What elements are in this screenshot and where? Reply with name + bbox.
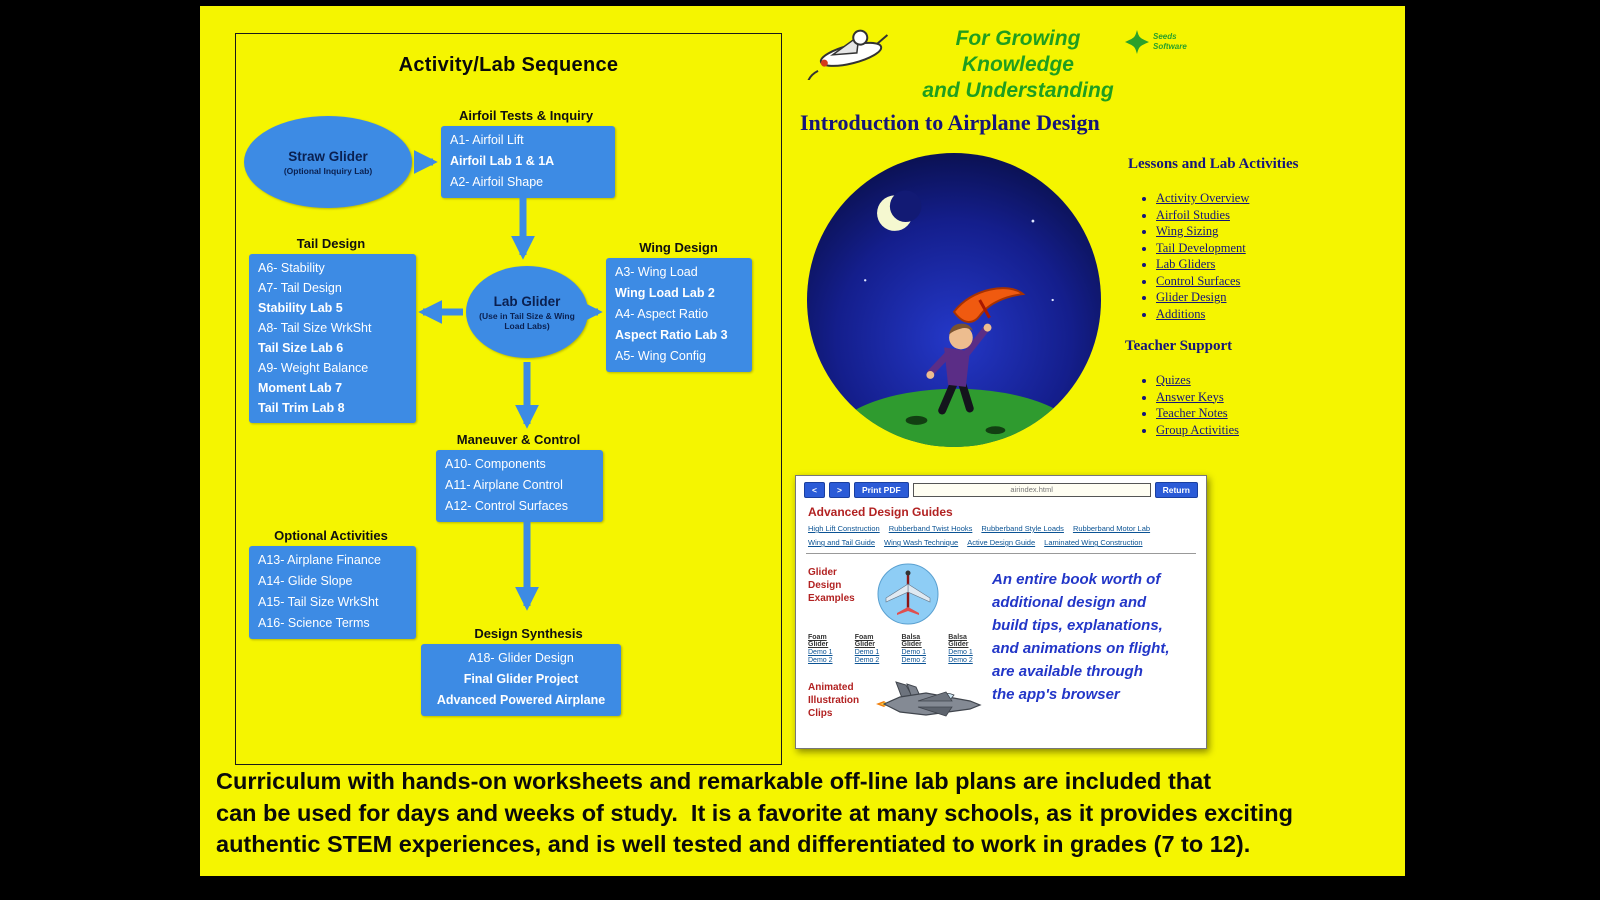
design-guide-link[interactable]: Rubberband Style Loads xyxy=(981,524,1064,533)
glider-example-links xyxy=(808,634,988,664)
glider-example-column xyxy=(902,634,942,664)
optional-group-label: Optional Activities xyxy=(274,528,388,543)
design-guide-link[interactable]: Wing Wash Technique xyxy=(883,538,959,547)
design-guides-heading: Advanced Design Guides xyxy=(808,505,953,519)
glider-demo-link[interactable]: Demo 1 xyxy=(948,649,973,656)
activity-item: Aspect Ratio Lab 3 xyxy=(615,328,728,342)
teacher-link[interactable]: • Group Activities xyxy=(1156,422,1239,439)
tail-activity-box xyxy=(249,254,416,423)
note-line: are available through xyxy=(992,663,1143,680)
activity-item: A12- Control Surfaces xyxy=(445,499,568,513)
activity-item: Airfoil Lab 1 & 1A xyxy=(450,154,555,168)
glider-topview-icon xyxy=(876,562,940,626)
teacher-support-heading: Teacher Support xyxy=(1125,338,1233,354)
footer-line: can be used for days and weeks of study. It is a favorite at many schools, as it provides exciting xyxy=(216,799,1293,826)
activity-item: A8- Tail Size WrkSht xyxy=(258,321,372,335)
browser-note xyxy=(992,568,1200,706)
brand-name xyxy=(1153,32,1187,52)
teacher-link[interactable]: • Teacher Notes xyxy=(1156,405,1239,422)
glider-example-link[interactable]: Foam Glider xyxy=(808,634,829,648)
forward-button[interactable]: > xyxy=(829,482,850,498)
activity-item: A6- Stability xyxy=(258,261,325,275)
glider-demo-link[interactable]: Demo 1 xyxy=(808,649,833,656)
app-browser-window xyxy=(795,475,1207,749)
glider-demo-link[interactable]: Demo 2 xyxy=(901,657,927,664)
teacher-link[interactable]: • Answer Keys xyxy=(1156,389,1239,406)
airfoil-group-label: Airfoil Tests & Inquiry xyxy=(458,108,594,123)
seed-icon xyxy=(1125,30,1149,54)
back-button[interactable]: < xyxy=(804,482,825,498)
brand-line1: Seeds xyxy=(1153,32,1177,41)
activity-item: Stability Lab 5 xyxy=(258,301,343,315)
design-guide-link[interactable]: Wing and Tail Guide xyxy=(808,538,875,547)
footer-text xyxy=(216,766,1401,861)
tail-group-label: Tail Design xyxy=(296,236,366,251)
wing-group-label: Wing Design xyxy=(639,240,718,255)
return-button[interactable]: Return xyxy=(1155,482,1198,498)
design-guide-links-row2 xyxy=(808,538,1196,547)
synthesis-group-label: Design Synthesis xyxy=(474,626,583,641)
glider-example-column xyxy=(948,634,988,664)
divider xyxy=(806,553,1196,554)
note-line: and animations on flight, xyxy=(992,640,1170,657)
note-line: build tips, explanations, xyxy=(992,617,1163,634)
glider-example-link[interactable]: Balsa Glider xyxy=(901,634,922,648)
night-glider-illustration xyxy=(806,152,1102,448)
brand-logo xyxy=(1125,30,1187,54)
activity-item: Tail Trim Lab 8 xyxy=(258,401,345,415)
activity-item: A14- Glide Slope xyxy=(258,574,353,588)
address-field[interactable] xyxy=(913,483,1151,497)
lab-glider-node xyxy=(466,266,588,358)
animated-clips-label: Animated Illustration Clips xyxy=(808,682,860,719)
activity-item: A1- Airfoil Lift xyxy=(450,133,524,147)
design-guide-links-row1 xyxy=(808,524,1196,533)
footer-line: authentic STEM experiences, and is well tested and differentiated to work in grades (7 to 12). xyxy=(216,831,1251,857)
straw-glider-title: Straw Glider xyxy=(288,148,368,164)
activity-item: Advanced Powered Airplane xyxy=(436,693,606,707)
glider-example-column xyxy=(855,634,895,664)
activity-item: A2- Airfoil Shape xyxy=(450,175,544,189)
activity-item: A18- Glider Design xyxy=(468,651,574,665)
activity-sequence-panel xyxy=(235,33,782,765)
activity-item: A5- Wing Config xyxy=(615,349,707,363)
straw-glider-node xyxy=(244,116,412,208)
lesson-link[interactable]: • Airfoil Studies xyxy=(1156,207,1249,224)
maneuver-group-label: Maneuver & Control xyxy=(456,432,581,447)
footer-line: Curriculum with hands-on worksheets and remarkable off-line lab plans are included that xyxy=(216,768,1212,794)
lesson-link[interactable]: • Additions xyxy=(1156,306,1249,323)
activity-item: Moment Lab 7 xyxy=(258,381,343,395)
glider-example-column xyxy=(808,634,848,664)
tagline xyxy=(898,26,1138,104)
tagline-line2: and Understanding xyxy=(922,79,1114,102)
activity-item: A13- Airplane Finance xyxy=(258,553,381,567)
note-line: additional design and xyxy=(992,594,1147,611)
wing-activity-box xyxy=(606,258,752,372)
airfoil-activity-box xyxy=(441,126,615,198)
glider-demo-link[interactable]: Demo 1 xyxy=(901,649,927,656)
print-pdf-button[interactable]: Print PDF xyxy=(854,482,909,498)
brand-line2: Software xyxy=(1153,42,1187,51)
glider-example-link[interactable]: Balsa Glider xyxy=(948,634,969,648)
tagline-line1: For Growing Knowledge xyxy=(955,27,1081,76)
activity-item: A4- Aspect Ratio xyxy=(615,307,709,321)
page-title: Introduction to Airplane Design xyxy=(800,110,1100,135)
glider-demo-link[interactable]: Demo 2 xyxy=(854,657,880,664)
glider-demo-link[interactable]: Demo 2 xyxy=(808,657,833,664)
activity-item: A11- Airplane Control xyxy=(445,478,563,492)
browser-toolbar xyxy=(804,482,1198,497)
glider-demo-link[interactable]: Demo 1 xyxy=(854,649,880,656)
logo-plane-icon xyxy=(800,18,905,80)
activity-item: A3- Wing Load xyxy=(615,265,698,279)
design-guide-link[interactable]: High Lift Construction xyxy=(808,524,880,533)
glider-demo-link[interactable]: Demo 2 xyxy=(948,657,973,664)
panel-title: Activity/Lab Sequence xyxy=(398,54,619,76)
lesson-link[interactable]: • Tail Development xyxy=(1156,240,1249,257)
activity-item: A10- Components xyxy=(445,457,546,471)
fighter-jet-icon xyxy=(874,674,986,734)
note-line: the app's browser xyxy=(992,686,1120,703)
teacher-link[interactable]: • Quizes xyxy=(1156,372,1239,389)
lesson-link[interactable]: • Control Surfaces xyxy=(1156,273,1249,290)
design-guide-link[interactable]: Active Design Guide xyxy=(967,538,1036,547)
design-guide-link[interactable]: Laminated Wing Construction xyxy=(1044,538,1143,547)
lessons-list xyxy=(1140,190,1249,322)
optional-activity-box xyxy=(249,546,416,639)
page-background xyxy=(200,6,1405,876)
activity-item: Final Glider Project xyxy=(463,672,579,686)
lab-glider-subtitle: (Use in Tail Size & Wing Load Labs) xyxy=(479,310,575,331)
lesson-link[interactable]: • Glider Design xyxy=(1156,289,1249,306)
lesson-link[interactable]: • Lab Gliders xyxy=(1156,256,1249,273)
activity-item: Wing Load Lab 2 xyxy=(615,286,715,300)
lessons-heading: Lessons and Lab Activities xyxy=(1128,156,1299,172)
synthesis-activity-box xyxy=(421,644,621,716)
lesson-link[interactable]: • Wing Sizing xyxy=(1156,223,1249,240)
note-line: An entire book worth of xyxy=(992,571,1161,588)
lesson-link[interactable]: • Activity Overview xyxy=(1156,190,1249,207)
activity-item: A16- Science Terms xyxy=(258,616,370,630)
lab-glider-title: Lab Glider xyxy=(493,293,561,309)
design-guide-link[interactable]: Rubberband Twist Hooks xyxy=(888,524,973,533)
activity-item: A15- Tail Size WrkSht xyxy=(258,595,379,609)
activity-item: A9- Weight Balance xyxy=(258,361,369,375)
glider-examples-label: Glider Design Examples xyxy=(808,567,855,604)
glider-example-link[interactable]: Foam Glider xyxy=(854,634,875,648)
activity-item: Tail Size Lab 6 xyxy=(258,341,344,355)
teacher-support-list xyxy=(1140,372,1239,438)
maneuver-activity-box xyxy=(436,450,603,522)
activity-item: A7- Tail Design xyxy=(258,281,342,295)
design-guide-link[interactable]: Rubberband Motor Lab xyxy=(1072,524,1151,533)
straw-glider-subtitle: (Optional Inquiry Lab) xyxy=(283,165,373,176)
